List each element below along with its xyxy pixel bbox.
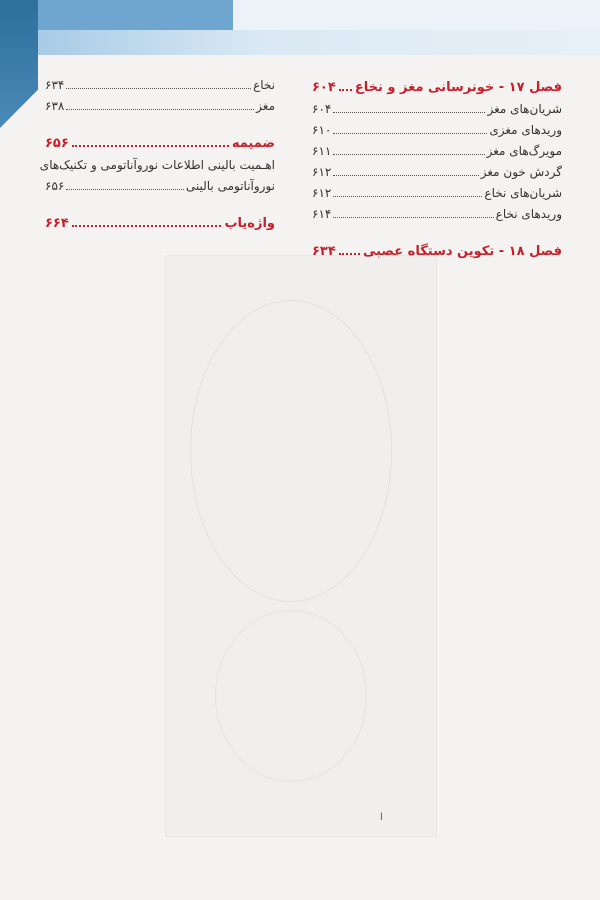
entry-label: وریدهای مغزی [489, 123, 562, 137]
toc-entry[interactable] [312, 186, 562, 207]
header-band-gradient [38, 30, 600, 55]
leader-dots [66, 109, 254, 110]
leader-dots [66, 189, 184, 190]
entry-page: ۶۱۲ [312, 165, 332, 179]
leader-dots [333, 196, 482, 197]
chapter-page: ۶۰۴ [312, 80, 336, 95]
faded-figure-shape [215, 610, 367, 782]
leader-dots [333, 133, 487, 134]
entry-label: گردش خون مغز [480, 165, 562, 179]
entry-label: وریدهای نخاع [495, 207, 562, 221]
toc-chapter-17[interactable] [312, 80, 562, 102]
leader-dots [333, 217, 493, 218]
entry-page: ۶۰۴ [312, 102, 332, 116]
toc-entry[interactable] [312, 102, 562, 123]
entry-label: شریان‌های نخاع [484, 186, 562, 200]
glossary-page: ۶۶۴ [45, 216, 69, 231]
toc-entry[interactable] [45, 179, 275, 200]
header-band-light [233, 0, 600, 30]
toc-chapter-18[interactable] [312, 244, 562, 266]
chapter-title: فصل ۱۷ - خونرسانی مغز و نخاع [354, 80, 562, 95]
entry-label: شریان‌های مغز [487, 102, 562, 116]
toc-right-column [312, 78, 562, 266]
entry-label: مغز [256, 99, 275, 113]
chapter-page: ۶۳۴ [312, 244, 336, 259]
entry-label: نوروآناتومی بالینی [185, 179, 275, 193]
appendix-title: ضمیمه [231, 136, 275, 151]
leader-dots [333, 154, 484, 155]
entry-label: مویرگ‌های مغز [486, 144, 562, 158]
toc-entry[interactable] [312, 144, 562, 165]
leader-dots [333, 175, 478, 176]
faded-figure-shape [190, 300, 392, 602]
leader-dots [333, 112, 485, 113]
toc-entry[interactable] [45, 78, 275, 99]
entry-page: ۶۱۴ [312, 207, 332, 221]
toc-entry[interactable] [312, 123, 562, 144]
entry-page: ۶۱۱ [312, 144, 332, 158]
glossary-title: واژه‌یاب [224, 216, 275, 231]
entry-page: ۶۱۲ [312, 186, 332, 200]
entry-page: ۶۳۸ [45, 99, 65, 113]
toc-glossary[interactable] [45, 216, 275, 238]
header-corner-tab [0, 0, 38, 128]
toc-entry[interactable] [312, 165, 562, 186]
header-band-blue [38, 0, 233, 30]
entry-label: نخاع [253, 78, 275, 92]
entry-page: ۶۵۶ [45, 179, 65, 193]
leader-dots [339, 253, 360, 255]
entry-page: ۶۳۴ [45, 78, 65, 92]
appendix-page: ۶۵۶ [45, 136, 69, 151]
appendix-item-line1: اهـمیت بالینی اطلاعات نوروآناتومی و تکنیک‌های [39, 158, 275, 172]
chapter-title: فصل ۱۸ - تکوین دستگاه عصبی [362, 244, 562, 259]
leader-dots [339, 89, 352, 91]
footer-mark: ا [380, 812, 383, 823]
entry-page: ۶۱۰ [312, 123, 332, 137]
leader-dots [66, 88, 251, 89]
toc-entry[interactable] [312, 207, 562, 228]
toc-entry[interactable] [45, 99, 275, 120]
leader-dots [72, 225, 222, 227]
toc-left-column [39, 78, 275, 238]
leader-dots [72, 145, 229, 147]
toc-appendix[interactable] [45, 136, 275, 158]
